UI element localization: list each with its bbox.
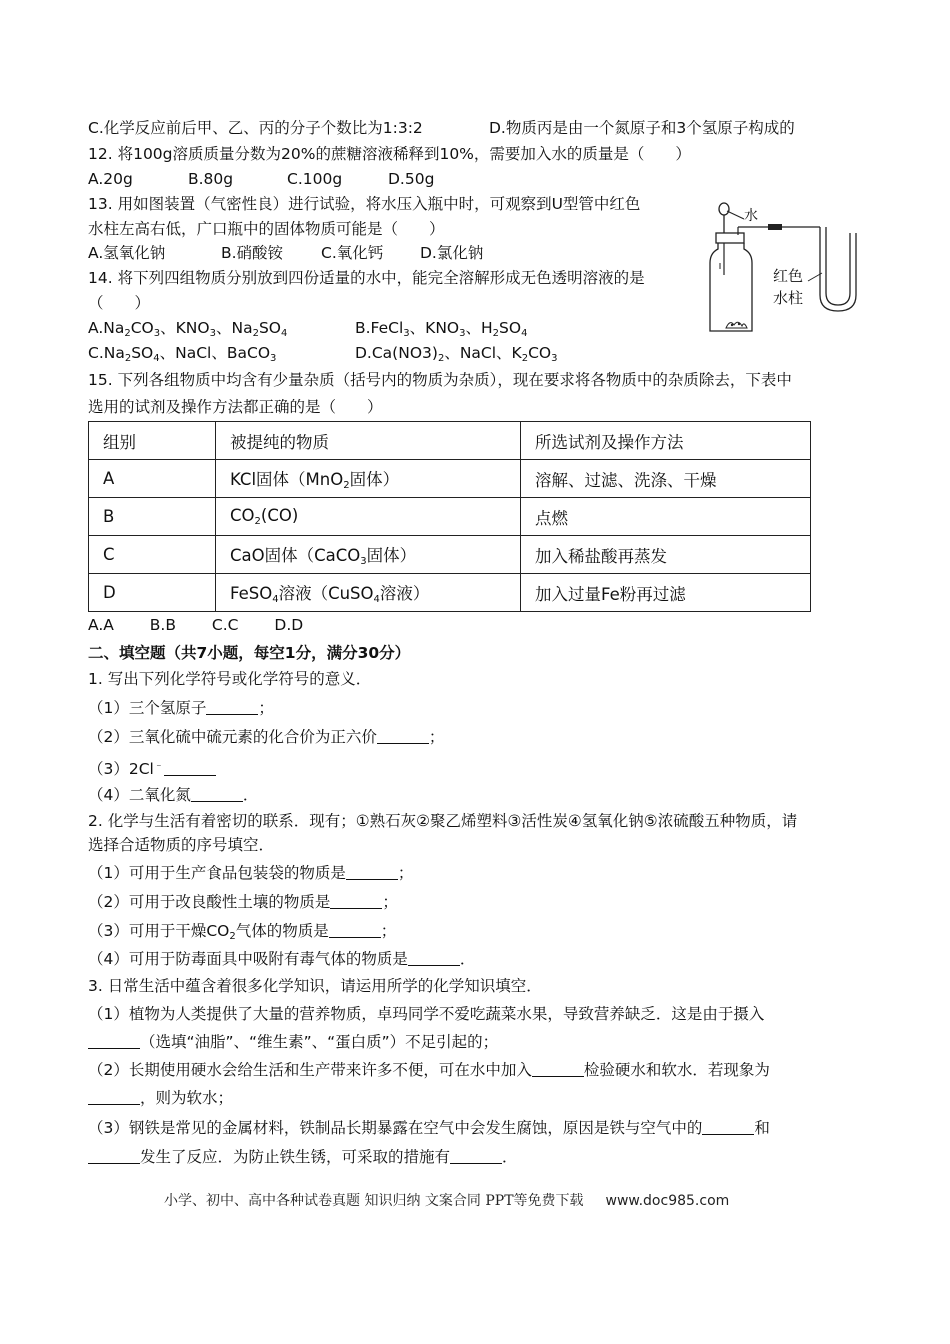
row-group: B <box>89 498 216 536</box>
fq2-item-1: （1）可用于生产食品包装袋的物质是 ； <box>88 864 414 882</box>
row-substance: CaO固体（CaCO$_3$固体） <box>216 536 521 574</box>
q13-option-c: C.氧化钙 <box>321 244 384 262</box>
q13-option-d: D.氯化钠 <box>420 244 484 262</box>
fq3-item-1-line2: （选填“油脂”、“维生素”、“蛋白质”）不足引起的； <box>88 1031 498 1053</box>
q15-stem-line1: 15. 下列各组物质中均含有少量杂质（括号内的物质为杂质），现在要求将各物质中的杂质除去，下表中 <box>88 371 792 389</box>
fq1-item-1: （1）三个氢原子 ； <box>88 699 274 717</box>
q14-option-c: $C.Na_2SO_4$、NaCl、BaCO$_3$ <box>88 344 277 364</box>
fq3-item-3-line2: 发生了反应．为防止铁生锈，可采取的措施有 ． <box>88 1146 518 1168</box>
red-column-label-2: 水柱 <box>773 290 804 307</box>
q13-stem-line2: 水柱左高右低，广口瓶中的固体物质可能是（ ） <box>88 220 445 238</box>
q12-option-d: D.50g <box>388 170 435 188</box>
q15-answer-options: A.A B.B C.C D.D <box>88 616 304 634</box>
fq3-item-2-line1: （2）长期使用硬水会给生活和生产带来许多不便，可在水中加入 检验硬水和软水．若现象为 <box>88 1061 770 1079</box>
q13-option-a: A.氢氧化钠 <box>88 244 166 262</box>
q12-option-a: A.20g <box>88 170 133 188</box>
fq2-stem-line2: 选择合适物质的序号填空． <box>88 836 275 854</box>
header-group: 组别 <box>89 422 216 460</box>
q14-option-d: $D.Ca(NO3)_2$、NaCl、$K_2CO_3$ <box>355 344 558 364</box>
q14-option-b: B.FeCl$_3$、$KNO_3$、$H_2SO_4$ <box>355 319 528 339</box>
row-group: A <box>89 460 216 498</box>
apparatus-figure <box>700 193 870 338</box>
fq3-item-2-line2: ，则为软水； <box>88 1087 233 1109</box>
fq3-item-3-line1: （3）钢铁是常见的金属材料，铁制品长期暴露在空气中会发生腐蚀，原因是铁与空气中的 和 <box>88 1119 770 1137</box>
red-column-label-1: 红色 <box>773 268 804 285</box>
fq3-stem: 3. 日常生活中蕴含着很多化学知识，请运用所学的化学知识填空． <box>88 977 542 995</box>
footer-url[interactable]: www.doc985.com <box>605 1193 730 1209</box>
purification-table <box>88 421 811 612</box>
q13-option-b: B.硝酸铵 <box>221 244 284 262</box>
row-group: C <box>89 536 216 574</box>
fq3-item-1-line1: （1）植物为人类提供了大量的营养物质，卓玛同学不爱吃蔬菜水果，导致营养缺乏．这是由于摄入 <box>88 1005 765 1023</box>
row-group: D <box>89 574 216 612</box>
q11-option-c: C.化学反应前后甲、乙、丙的分子个数比为1:3:2 <box>88 119 423 137</box>
q14-stem-line2: （ ） <box>88 294 151 312</box>
footer-text: 小学、初中、高中各种试卷真题 知识归纳 文案合同 PPT等免费下载 <box>164 1193 584 1209</box>
row-method: 加入稀盐酸再蒸发 <box>521 536 811 574</box>
row-method: 加入过量Fe粉再过滤 <box>521 574 811 612</box>
q13-stem-line1: 13. 用如图装置（气密性良）进行试验，将水压入瓶中时，可观察到U型管中红色 <box>88 195 641 213</box>
fq1-item-2: （2）三氧化硫中硫元素的化合价为正六价 ； <box>88 728 445 746</box>
row-method: 点燃 <box>521 498 811 536</box>
row-method: 溶解、过滤、洗涤、干燥 <box>521 460 811 498</box>
q12-stem: 12. 将100g溶质质量分数为20%的蔗糖溶液稀释到10%，需要加入水的质量是（ ） <box>88 145 691 163</box>
table-row <box>89 460 811 498</box>
q14-option-a: $A.Na_2CO_3$、$KNO_3$、$Na_2SO_4$ <box>88 319 288 339</box>
fq1-item-4: （4）二氧化氮 ． <box>88 786 259 804</box>
table-row <box>89 574 811 612</box>
section-title: 二、填空题（共7小题，每空1分，满分30分） <box>88 644 411 662</box>
fq1-item-3: （3）2Cl﹣ <box>88 755 216 780</box>
row-substance: KCl固体（MnO$_2$固体） <box>216 460 521 498</box>
fq1-stem: 1. 写出下列化学符号或化学符号的意义． <box>88 670 372 688</box>
q15-stem-line2: 选用的试剂及操作方法都正确的是（ ） <box>88 398 383 416</box>
table-row <box>89 498 811 536</box>
fq2-stem-line1: 2. 化学与生活有着密切的联系．现有；①熟石灰②聚乙烯塑料③活性炭④氢氧化钠⑤浓硫酸五种物质，请 <box>88 812 798 830</box>
q11-option-d: D.物质丙是由一个氮原子和3个氢原子构成的 <box>489 119 795 137</box>
header-substance: 被提纯的物质 <box>216 422 521 460</box>
table-row <box>89 536 811 574</box>
q12-option-c: C.100g <box>287 170 343 188</box>
header-method: 所选试剂及操作方法 <box>521 422 811 460</box>
table-header-row <box>89 422 811 460</box>
page-footer <box>164 1190 729 1210</box>
fq2-item-4: （4）可用于防毒面具中吸附有毒气体的物质是 ． <box>88 950 476 968</box>
fq2-item-3: （3）可用于干燥$CO_2$气体的物质是 ； <box>88 922 397 942</box>
q12-option-b: B.80g <box>188 170 234 188</box>
fq2-item-2: （2）可用于改良酸性土壤的物质是 ； <box>88 893 398 911</box>
q14-stem-line1: 14. 将下列四组物质分别放到四份适量的水中，能完全溶解形成无色透明溶液的是 <box>88 269 645 287</box>
row-substance: FeSO$_4$溶液（CuSO$_4$溶液） <box>216 574 521 612</box>
water-label: 水 <box>744 207 758 223</box>
row-substance: $CO_2(CO)$ <box>216 498 521 536</box>
